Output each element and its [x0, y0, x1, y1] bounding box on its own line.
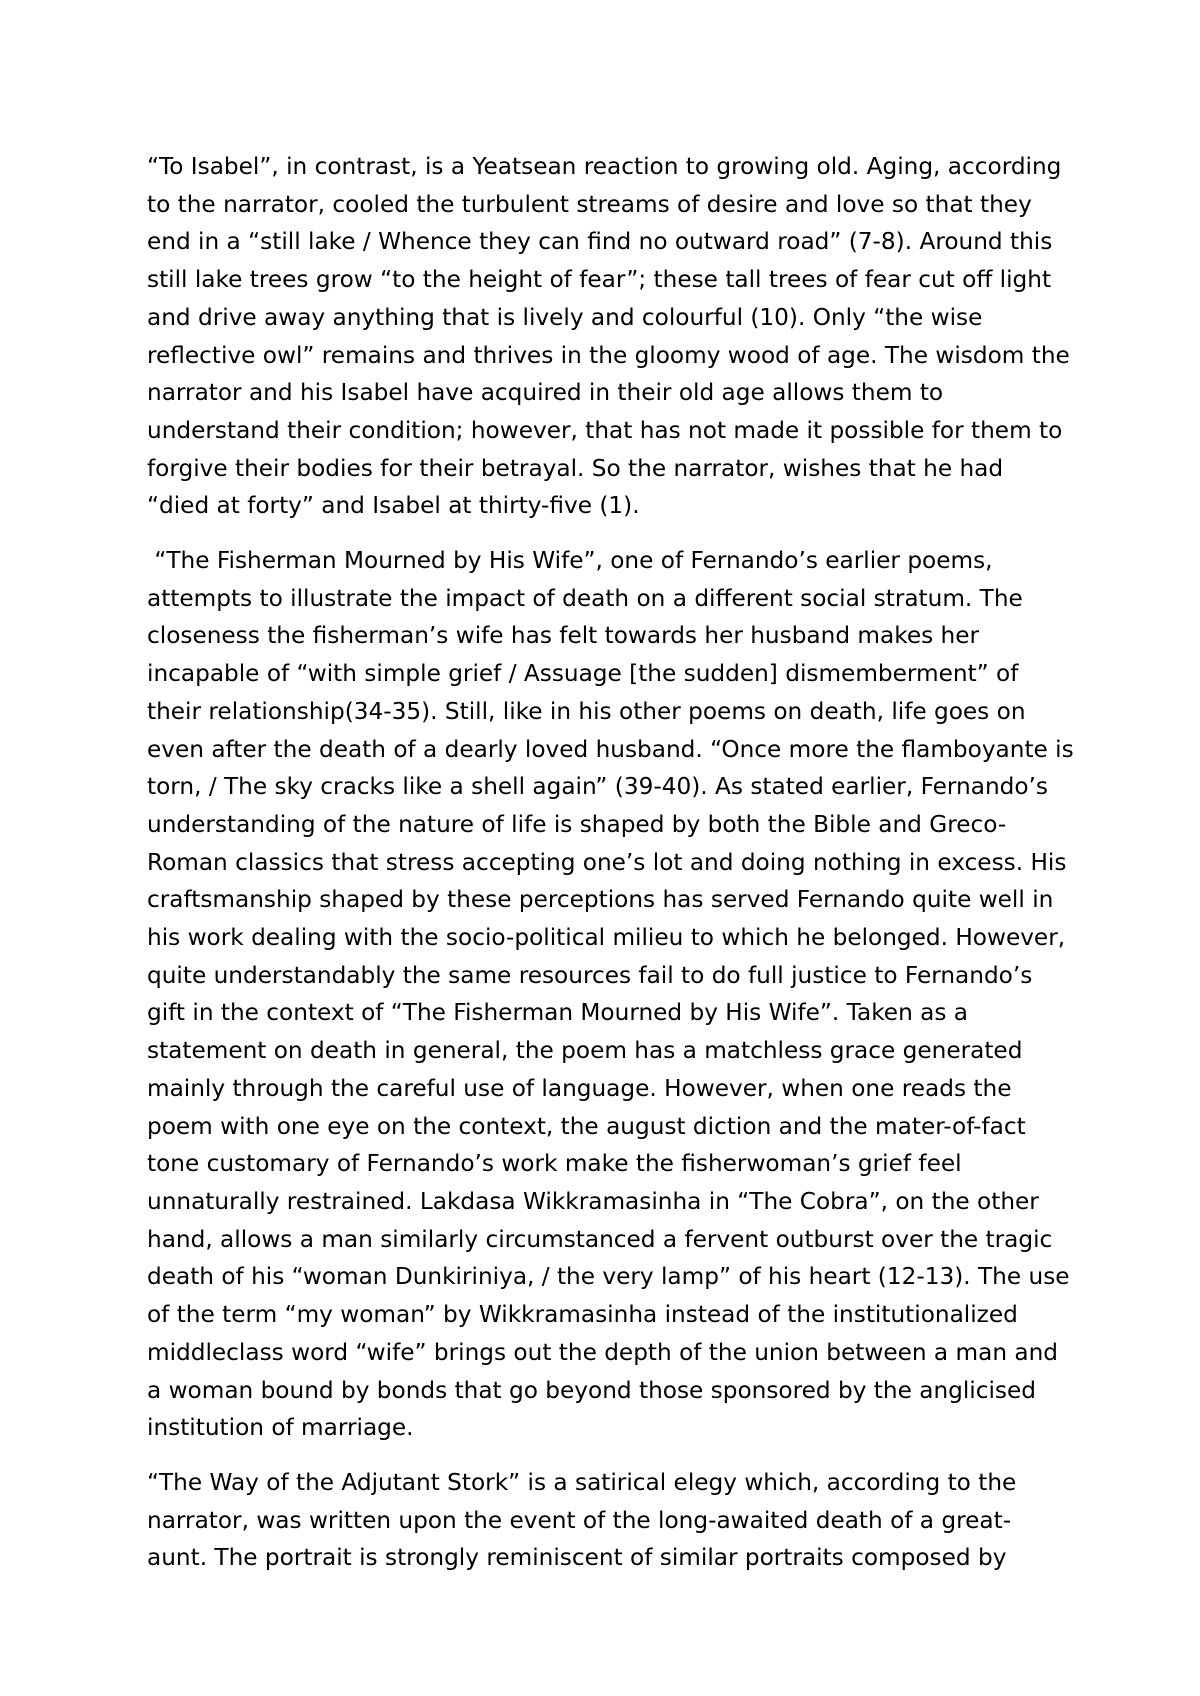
text-line: narrator and his Isabel have acquired in their old age allows them to: [147, 379, 944, 407]
text-line: attempts to illustrate the impact of death on a different social stratum. The: [147, 584, 1023, 612]
text-line: unnaturally restrained. Lakdasa Wikkramasinha in “The Cobra”, on the other: [147, 1187, 1039, 1215]
text-line: statement on death in general, the poem has a matchless grace generated: [147, 1037, 1023, 1065]
text-line: hand, allows a man similarly circumstanced a fervent outburst over the tragic: [147, 1225, 1053, 1253]
text-line: “The Fisherman Mourned by His Wife”, one of Fernando’s earlier poems,: [147, 547, 993, 575]
text-line: death of his “woman Dunkiriniya, / the very lamp” of his heart (12-13). The use: [147, 1263, 1070, 1291]
text-line: of the term “my woman” by Wikkramasinha instead of the institutionalized: [147, 1301, 1018, 1329]
text-line: their relationship(34-35). Still, like in his other poems on death, life goes on: [147, 697, 1026, 725]
text-line: forgive their bodies for their betrayal. So the narrator, wishes that he had: [147, 454, 1004, 482]
text-line: “died at forty” and Isabel at thirty-five (1).: [147, 492, 640, 520]
paragraph-fisherman: [147, 542, 1087, 1447]
text-line: torn, / The sky cracks like a shell again” (39-40). As stated earlier, Fernando’s: [147, 773, 1049, 801]
text-line: still lake trees grow “to the height of fear”; these tall trees of fear cut off light: [147, 266, 1052, 294]
text-line: and drive away anything that is lively and colourful (10). Only “the wise: [147, 303, 983, 331]
text-line: “To Isabel”, in contrast, is a Yeatsean reaction to growing old. Aging, according: [147, 153, 1062, 180]
text-line: Roman classics that stress accepting one’s lot and doing nothing in excess. His: [147, 848, 1067, 876]
text-line: middleclass word “wife” brings out the depth of the union between a man and: [147, 1338, 1059, 1366]
text-line: understand their condition; however, that has not made it possible for them to: [147, 416, 1063, 444]
text-line: incapable of “with simple grief / Assuage [the sudden] dismemberment” of: [147, 660, 1019, 688]
text-line: his work dealing with the socio-political milieu to which he belonged. However,: [147, 924, 1066, 952]
body-text: [147, 148, 1087, 1594]
text-line: reflective owl” remains and thrives in the gloomy wood of age. The wisdom the: [147, 341, 1070, 369]
text-line: tone customary of Fernando’s work make the fisherwoman’s grief feel: [147, 1150, 962, 1178]
text-line: aunt. The portrait is strongly reminiscent of similar portraits composed by: [147, 1544, 1007, 1572]
text-line: understanding of the nature of life is shaped by both the Bible and Greco-: [147, 810, 1007, 838]
text-line: gift in the context of “The Fisherman Mourned by His Wife”. Taken as a: [147, 999, 969, 1027]
text-line: institution of marriage.: [147, 1414, 414, 1442]
text-line: quite understandably the same resources fail to do full justice to Fernando’s: [147, 961, 1033, 989]
text-line: poem with one eye on the context, the august diction and the mater-of-fact: [147, 1112, 1026, 1140]
text-line: narrator, was written upon the event of the long-awaited death of a great-: [147, 1506, 1012, 1534]
paragraph-adjutant-stork: [147, 1464, 1087, 1577]
paragraph-to-isabel: [147, 148, 1087, 525]
text-line: mainly through the careful use of language. However, when one reads the: [147, 1074, 1012, 1102]
text-line: a woman bound by bonds that go beyond those sponsored by the anglicised: [147, 1376, 1036, 1404]
text-line: even after the death of a dearly loved husband. “Once more the flamboyante is: [147, 735, 1074, 763]
text-line: craftsmanship shaped by these perceptions has served Fernando quite well in: [147, 886, 1054, 914]
text-line: to the narrator, cooled the turbulent streams of desire and love so that they: [147, 190, 1032, 218]
text-line: closeness the fisherman’s wife has felt towards her husband makes her: [147, 622, 980, 650]
text-line: end in a “still lake / Whence they can find no outward road” (7-8). Around this: [147, 228, 1053, 256]
text-line: “The Way of the Adjutant Stork” is a satirical elegy which, according to the: [147, 1468, 1017, 1496]
